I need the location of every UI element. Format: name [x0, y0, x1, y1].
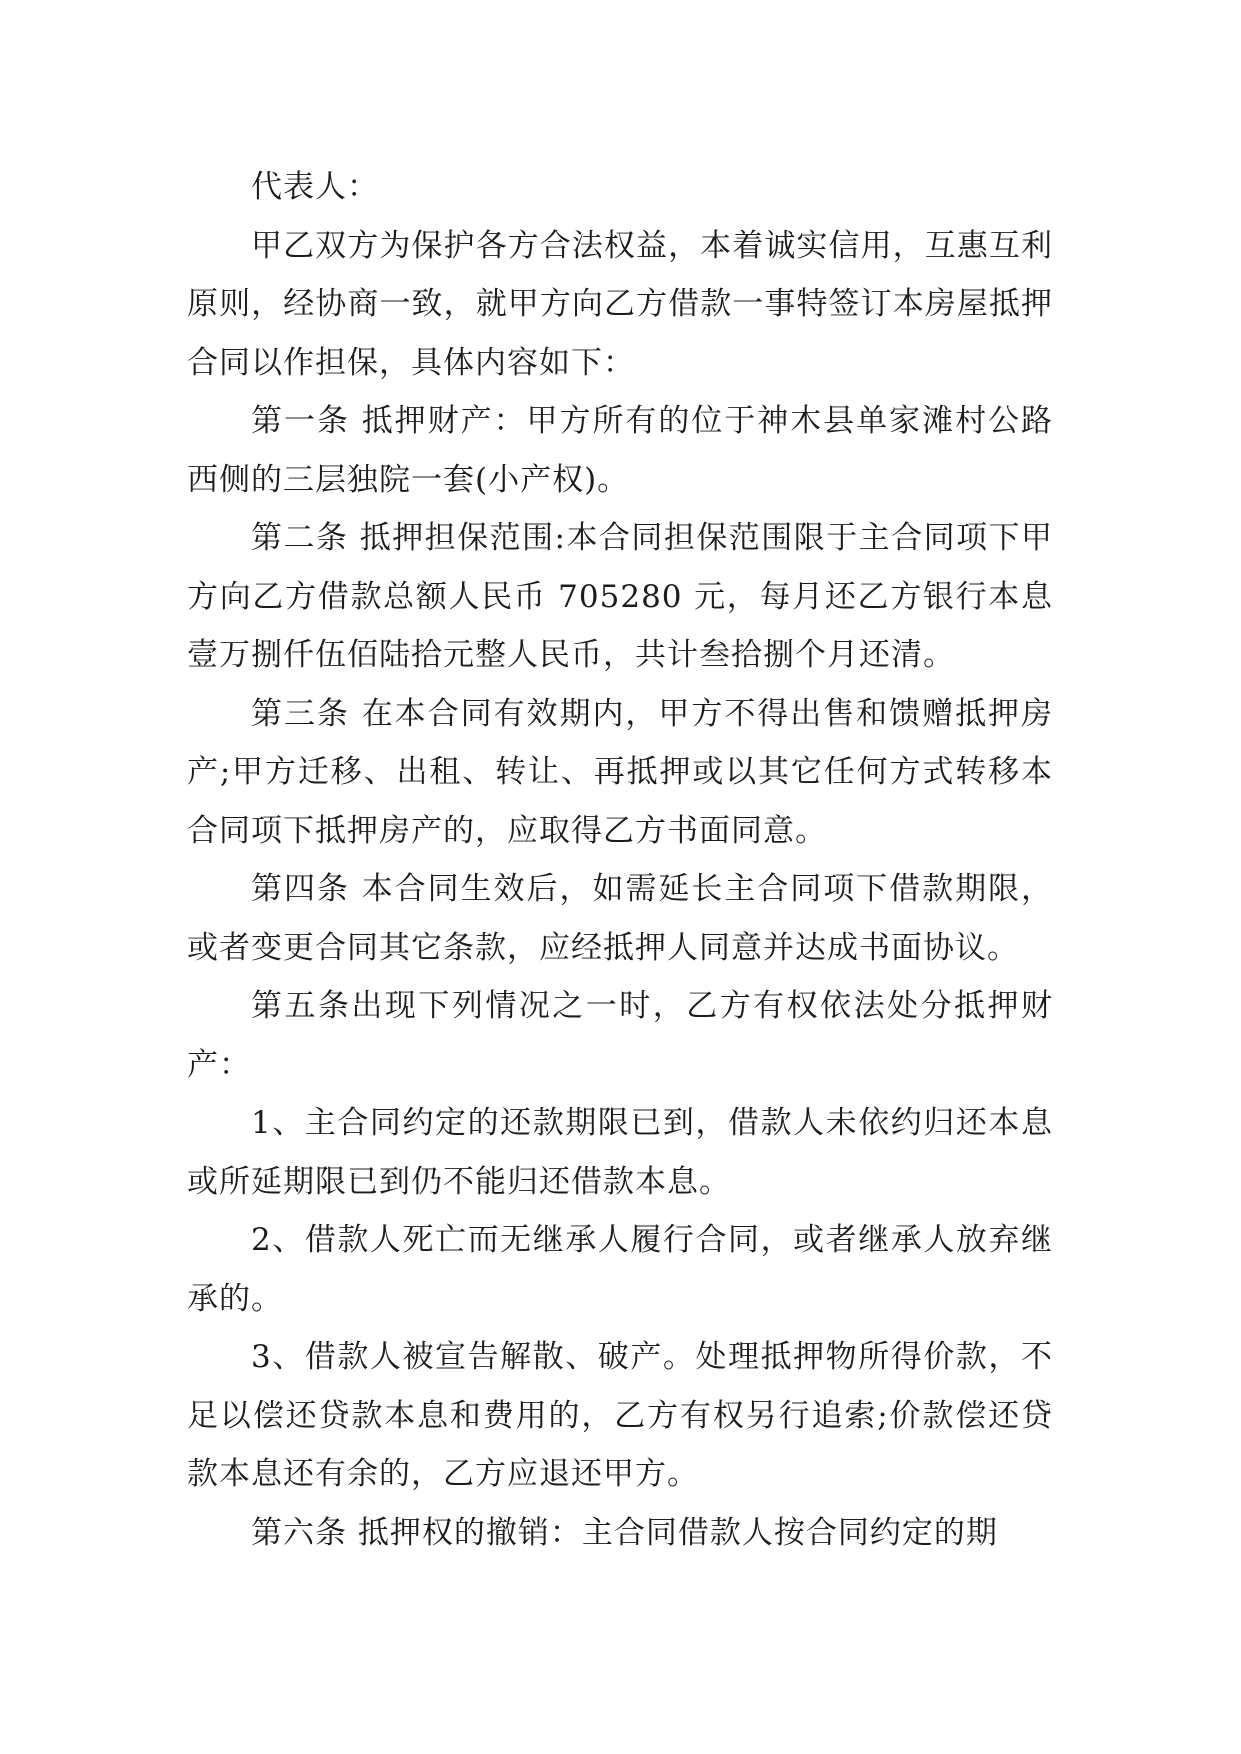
representative-line: 代表人： — [251, 169, 379, 205]
contract-body — [187, 158, 1053, 1562]
article-5-paragraph: 第五条出现下列情况之一时，乙方有权依法处分抵押财产： — [187, 988, 1053, 1083]
article-5-item-2: 2、借款人死亡而无继承人履行合同，或者继承人放弃继承的。 — [187, 1222, 1053, 1317]
article-2-paragraph: 第二条 抵押担保范围:本合同担保范围限于主合同项下甲方向乙方借款总额人民币 705280 元，每月还乙方银行本息壹万捌仟伍佰陆拾元整人民币，共计叁拾捌个月还清。 — [187, 520, 1053, 673]
article-5-item-1: 1、主合同约定的还款期限已到，借款人未依约归还本息或所延期限已到仍不能归还借款本息。 — [187, 1105, 1053, 1200]
article-5-item-3: 3、借款人被宣告解散、破产。处理抵押物所得价款，不足以偿还贷款本息和费用的，乙方有权另行追索;价款偿还贷款本息还有余的，乙方应退还甲方。 — [187, 1339, 1053, 1492]
article-6-paragraph: 第六条 抵押权的撤销：主合同借款人按合同约定的期 — [251, 1514, 998, 1551]
article-4-paragraph: 第四条 本合同生效后，如需延长主合同项下借款期限，或者变更合同其它条款，应经抵押人同意并达成书面协议。 — [187, 871, 1053, 966]
article-1-paragraph: 第一条 抵押财产：甲方所有的位于神木县单家滩村公路西侧的三层独院一套(小产权)。 — [187, 403, 1053, 498]
preamble-paragraph: 甲乙双方为保护各方合法权益，本着诚实信用，互惠互利原则，经协商一致，就甲方向乙方借款一事特签订本房屋抵押合同以作担保，具体内容如下： — [187, 227, 1053, 381]
article-3-paragraph: 第三条 在本合同有效期内，甲方不得出售和馈赠抵押房产;甲方迁移、出租、转让、再抵押或以其它任何方式转移本合同项下抵押房产的，应取得乙方书面同意。 — [187, 695, 1053, 849]
